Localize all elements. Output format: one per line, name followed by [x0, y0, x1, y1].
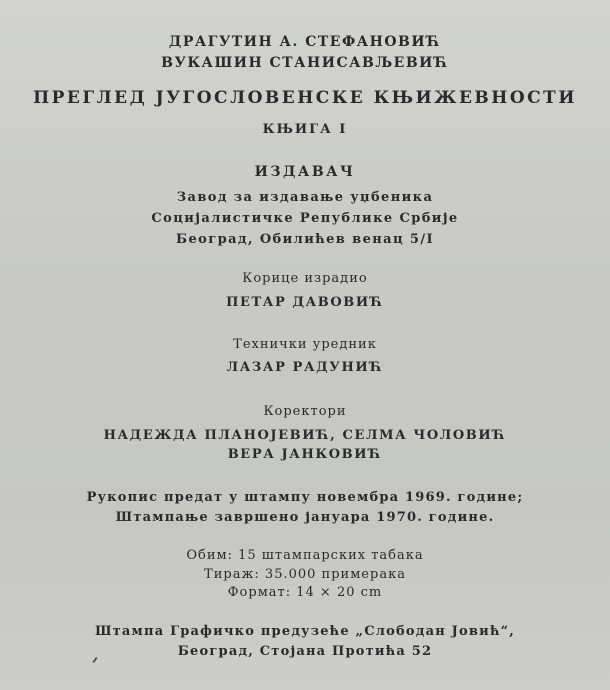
volume-info: Обим: 15 штампарских табака: [186, 548, 424, 563]
cover-label: Корицe израдио: [242, 271, 368, 286]
proofreaders-names-1: НАДЕЖДА ПЛАНОЈЕВИЋ, СЕЛМА ЧОЛОВИЋ: [103, 428, 507, 443]
printing-completed-date: Штампање завршено јануара 1970. године.: [115, 510, 495, 525]
editor-name: ЛАЗАР РАДУНИЋ: [226, 360, 384, 375]
author-2: ВУКАШИН СТАНИСАВЉЕВИЋ: [161, 55, 449, 71]
volume-number: КЊИГА I: [262, 122, 348, 137]
editor-label: Технички уредник: [233, 337, 377, 352]
book-title: ПРЕГЛЕД ЈУГОСЛОВЕНСКЕ КЊИЖЕВНОСТИ: [33, 88, 577, 108]
publisher-heading: ИЗДАВАЧ: [254, 164, 356, 180]
manuscript-date: Рукопис предат у штампу новембра 1969. године;: [86, 490, 524, 505]
publisher-line-2: Социјалистичке Републике Србије: [151, 211, 459, 226]
publisher-address: Београд, Обилићев венац 5/I: [175, 232, 435, 247]
printer-address: Београд, Стојана Протића 52: [177, 644, 433, 659]
printer-name: Штампа Графичко предузеће „Слободан Јовић“,: [94, 624, 516, 639]
author-1: ДРАГУТИН А. СТЕФАНОВИЋ: [168, 34, 442, 50]
format-info: Формат: 14 × 20 cm: [227, 585, 383, 600]
publisher-line-1: Завод за издавање уџбеника: [176, 190, 434, 205]
proofreaders-label: Коректори: [263, 404, 347, 419]
print-run-info: Тираж: 35.000 примерака: [204, 567, 406, 582]
cover-designer-name: ПЕТАР ДАВОВИЋ: [226, 295, 384, 310]
proofreaders-names-2: ВЕРА ЈАНКОВИЋ: [227, 447, 383, 462]
